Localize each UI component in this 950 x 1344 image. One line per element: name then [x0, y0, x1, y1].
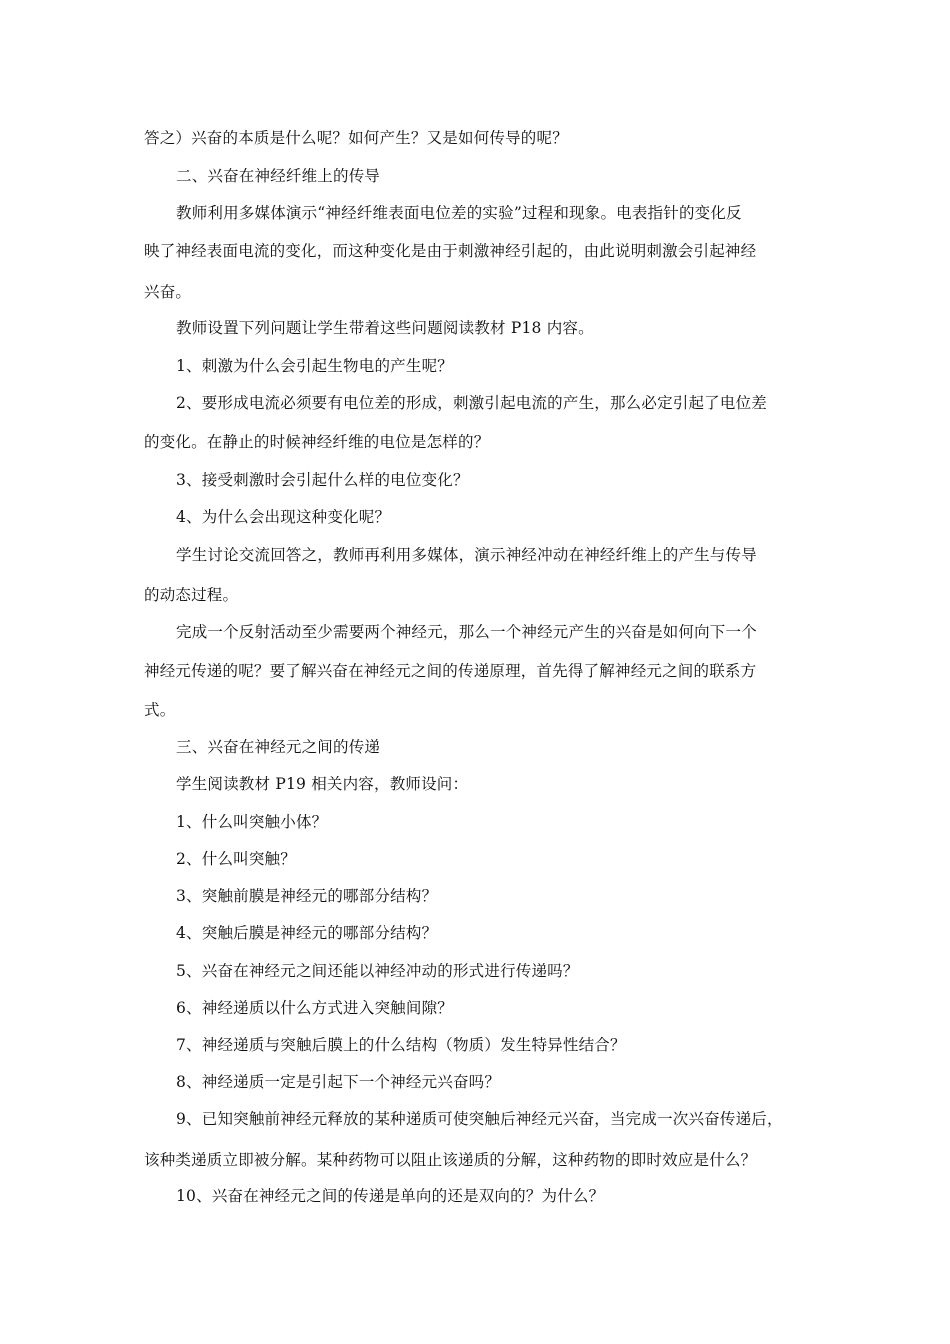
text-line: 式。 — [144, 701, 176, 719]
question-item: 2、要形成电流必须要有电位差的形成，刺激引起电流的产生，那么必定引起了电位差 — [176, 394, 767, 412]
text-line: 学生阅读教材 P19 相关内容，教师设问： — [176, 775, 469, 793]
question-item: 4、为什么会出现这种变化呢？ — [176, 508, 391, 526]
question-item: 6、神经递质以什么方式进入突触间隙？ — [176, 999, 453, 1017]
text-line: 答之）兴奋的本质是什么呢？如何产生？又是如何传导的呢？ — [144, 129, 568, 147]
question-item: 4、突触后膜是神经元的哪部分结构？ — [176, 924, 438, 942]
question-item: 2、什么叫突触？ — [176, 850, 296, 868]
question-item: 3、接受刺激时会引起什么样的电位变化？ — [176, 471, 469, 489]
text-line: 兴奋。 — [144, 283, 192, 301]
section-heading: 二、兴奋在神经纤维上的传导 — [176, 167, 381, 185]
text-line: 教师设置下列问题让学生带着这些问题阅读教材 P18 内容。 — [176, 319, 594, 337]
question-item: 3、突触前膜是神经元的哪部分结构？ — [176, 887, 438, 905]
text-line: 的变化。在静止的时候神经纤维的电位是怎样的？ — [144, 433, 490, 451]
text-line: 神经元传递的呢？要了解兴奋在神经元之间的传递原理，首先得了解神经元之间的联系方 — [144, 662, 757, 680]
text-line: 映了神经表面电流的变化，而这种变化是由于刺激神经引起的，由此说明刺激会引起神经 — [144, 242, 757, 260]
section-heading: 三、兴奋在神经元之间的传递 — [176, 738, 381, 756]
question-item: 1、什么叫突触小体？ — [176, 813, 328, 831]
question-item: 1、刺激为什么会引起生物电的产生呢？ — [176, 357, 453, 375]
question-item: 7、神经递质与突触后膜上的什么结构（物质）发生特异性结合？ — [176, 1036, 626, 1054]
text-line: 学生讨论交流回答之，教师再利用多媒体，演示神经冲动在神经纤维上的产生与传导 — [176, 546, 757, 564]
text-line: 的动态过程。 — [144, 586, 239, 604]
question-item: 10、兴奋在神经元之间的传递是单向的还是双向的？为什么？ — [176, 1187, 605, 1205]
question-item: 8、神经递质一定是引起下一个神经元兴奋吗？ — [176, 1073, 501, 1091]
question-item: 5、兴奋在神经元之间还能以神经冲动的形式进行传递吗？ — [176, 962, 579, 980]
question-item: 9、已知突触前神经元释放的某种递质可使突触后神经元兴奋，当完成一次兴奋传递后， — [176, 1110, 783, 1128]
text-line: 完成一个反射活动至少需要两个神经元，那么一个神经元产生的兴奋是如何向下一个 — [176, 623, 757, 641]
text-line: 该种类递质立即被分解。某种药物可以阻止该递质的分解，这种药物的即时效应是什么？ — [144, 1151, 757, 1169]
text-line: 教师利用多媒体演示“神经纤维表面电位差的实验”过程和现象。电表指针的变化反 — [176, 204, 742, 222]
